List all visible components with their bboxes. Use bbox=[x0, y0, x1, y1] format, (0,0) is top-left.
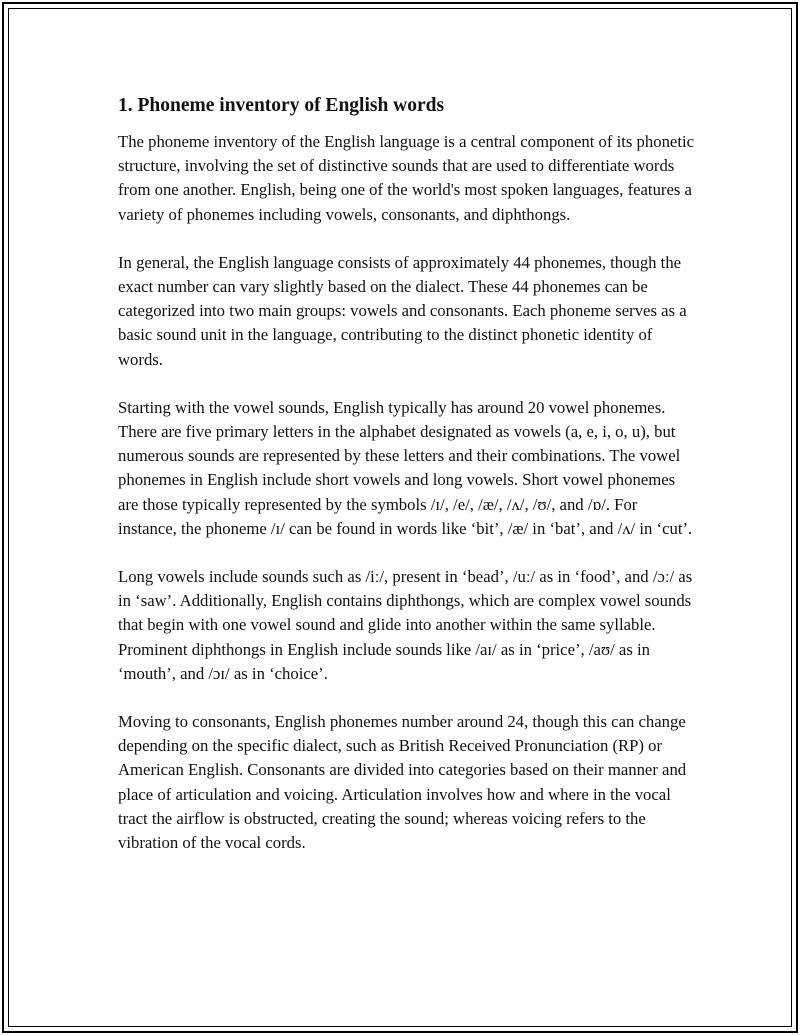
paragraph-long-vowels-diphthongs: Long vowels include sounds such as /iː/, present in ‘bead’, /uː/ as in ‘food’, and /ɔː/ as in ‘saw’. Additionally, English contains diphthongs, which are complex vowel sounds that begin with one vowel sound and glide into another within the same syllable. Prominent diphthongs in English include sounds like /aɪ/ as in ‘price’, /aʊ/ as in ‘mouth’, and /ɔɪ/ as in ‘choice’. bbox=[118, 567, 693, 683]
paragraph-consonants: Moving to consonants, English phonemes number around 24, though this can change depending on the specific dialect, such as British Received Pronunciation (RP) or American English. Consonants are divided into categories based on their manner and place of articulation and voicing. Articulation involves how and where in the vocal tract the airflow is obstructed, creating the sound; whereas voicing refers to the vibration of the vocal cords. bbox=[118, 712, 687, 853]
section-heading: 1. Phoneme inventory of English words bbox=[118, 95, 445, 116]
document-body bbox=[118, 94, 696, 879]
paragraph-intro: The phoneme inventory of the English language is a central component of its phonetic structure, involving the set of distinctive sounds that are used to differentiate words from one another. English, being one of the world's most spoken languages, features a variety of phonemes including vowels, consonants, and diphthongs. bbox=[118, 132, 695, 224]
paragraph-phoneme-count: In general, the English language consists of approximately 44 phonemes, though the exact number can vary slightly based on the dialect. These 44 phonemes can be categorized into two main groups: vowels and consonants. Each phoneme serves as a basic sound unit in the language, contributing to the distinct phonetic identity of words. bbox=[118, 252, 687, 369]
paragraph-short-vowels: Starting with the vowel sounds, English typically has around 20 vowel phonemes. There are five primary letters in the alphabet designated as vowels (a, e, i, o, u), but numerous sounds are represented by these letters and their combinations. The vowel phonemes in English include short vowels and long vowels. Short vowel phonemes are those typically represented by the symbols /ɪ/, /e/, /æ/, /ʌ/, /ʊ/, and /ɒ/. For instance, the phoneme /ɪ/ can be found in words like ‘bit’, /æ/ in ‘bat’, and /ʌ/ in ‘cut’. bbox=[118, 397, 693, 538]
